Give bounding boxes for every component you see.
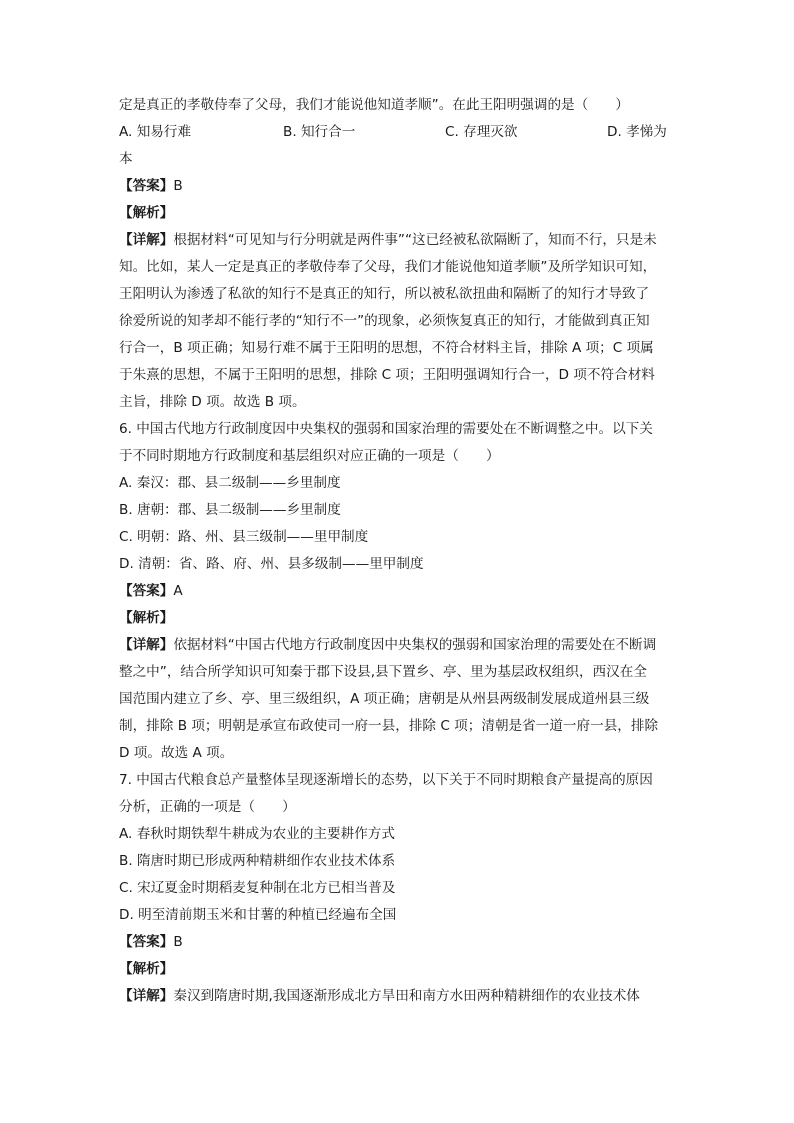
detail-text: 依据材料“中国古代地方行政制度因中央集权的强弱和国家治理的需要处在不断调 <box>173 637 657 653</box>
q6-detail-line: 整之中”，结合所学知识可知秦于郡下设县,县下置乡、亭、里为基层政权组织，西汉在全 <box>119 664 647 680</box>
q6-detail-line: 制，排除 B 项；明朝是承宣布政使司一府一县，排除 C 项；清朝是省一道一府一县，排除 <box>119 718 659 734</box>
q5-option-d-overflow: 本 <box>119 151 133 167</box>
detail-tag: 【详解】 <box>119 232 174 248</box>
q5-detail-line: 行合一，B 项正确；知易行难不属于王阳明的思想，不符合材料主旨，排除 A 项；C 项属 <box>119 340 654 356</box>
detail-text: 秦汉到隋唐时期,我国逐渐形成北方旱田和南方水田两种精耕细作的农业技术体 <box>173 988 640 1004</box>
detail-tag: 【详解】 <box>119 988 174 1004</box>
q7-option-c[interactable]: C. 宋辽夏金时期稻麦复种制在北方已相当普及 <box>119 880 396 896</box>
answer-value: A <box>173 583 183 599</box>
q7-stem-line: 7. 中国古代粮食总产量整体呈现逐渐增长的态势，以下关于不同时期粮食产量提高的原因 <box>119 772 653 788</box>
q6-detail-line: D 项。故选 A 项。 <box>119 745 234 761</box>
q6-option-b[interactable]: B. 唐朝：郡、县二级制——乡里制度 <box>119 502 341 518</box>
detail-tag: 【详解】 <box>119 637 174 653</box>
q5-stem-tail: 定是真正的孝敬侍奉了父母，我们才能说他知道孝顺”。在此王阳明强调的是（ ） <box>119 97 630 113</box>
q6-stem-line: 6. 中国古代地方行政制度因中央集权的强弱和国家治理的需要处在不断调整之中。以下关 <box>119 421 653 437</box>
q7-stem-line: 分析，正确的一项是（ ） <box>119 799 296 815</box>
q6-option-d[interactable]: D. 清朝：省、路、府、州、县多级制——里甲制度 <box>119 556 424 572</box>
detail-text: 根据材料“可见知与行分明就是两件事”“这已经被私欲隔断了，知而不行，只是未 <box>173 232 657 248</box>
q7-answer <box>119 929 675 956</box>
analysis-tag: 【解析】 <box>119 205 174 221</box>
q7-option-b[interactable]: B. 隋唐时期已形成两种精耕细作农业技术体系 <box>119 853 396 869</box>
analysis-tag: 【解析】 <box>119 610 174 626</box>
answer-value: B <box>173 178 183 194</box>
analysis-tag: 【解析】 <box>119 961 174 977</box>
q5-option-a[interactable]: A. 知易行难 <box>119 124 192 140</box>
q7-option-d[interactable]: D. 明至清前期玉米和甘薯的种植已经遍布全国 <box>119 907 397 923</box>
q5-detail-line <box>119 227 675 254</box>
document-page <box>119 92 675 1010</box>
q5-detail-line: 知。比如，某人一定是真正的孝敬侍奉了父母，我们才能说他知道孝顺”及所学知识可知， <box>119 259 657 275</box>
q5-analysis-tag <box>119 200 675 227</box>
q5-answer <box>119 173 675 200</box>
answer-tag: 【答案】 <box>119 583 174 599</box>
q7-option-a[interactable]: A. 春秋时期铁犁牛耕成为农业的主要耕作方式 <box>119 826 395 842</box>
q6-answer <box>119 578 675 605</box>
q5-option-c[interactable]: C. 存理灭欲 <box>445 124 518 140</box>
q7-analysis-tag <box>119 956 675 983</box>
q5-detail-line: 王阳明认为渗透了私欲的知行不是真正的知行，所以被私欲扭曲和隔断了的知行才导致了 <box>119 286 650 302</box>
q5-option-b[interactable]: B. 知行合一 <box>283 124 356 140</box>
q6-analysis-tag <box>119 605 675 632</box>
q6-detail-line: 国范围内建立了乡、亭、里三级组织，A 项正确；唐朝是从州县两级制发展成道州县三级 <box>119 691 650 707</box>
answer-tag: 【答案】 <box>119 178 174 194</box>
q5-detail-line: 徐爱所说的知孝却不能行孝的“知行不一”的现象，必须恢复真正的知行，才能做到真正知 <box>119 313 650 329</box>
answer-value: B <box>173 934 183 950</box>
q6-option-c[interactable]: C. 明朝：路、州、县三级制——里甲制度 <box>119 529 369 545</box>
q5-options <box>119 119 675 146</box>
answer-tag: 【答案】 <box>119 934 174 950</box>
q7-detail-line <box>119 983 675 1010</box>
q6-stem-line: 于不同时期地方行政制度和基层组织对应正确的一项是（ ） <box>119 448 500 464</box>
q5-detail-line: 主旨，排除 D 项。故选 B 项。 <box>119 394 306 410</box>
q6-option-a[interactable]: A. 秦汉：郡、县二级制——乡里制度 <box>119 475 341 491</box>
q5-option-d[interactable]: D. 孝悌为 <box>607 124 667 140</box>
q5-detail-line: 于朱熹的思想，不属于王阳明的思想，排除 C 项；王阳明强调知行合一，D 项不符合材料 <box>119 367 655 383</box>
q6-detail-line <box>119 632 675 659</box>
